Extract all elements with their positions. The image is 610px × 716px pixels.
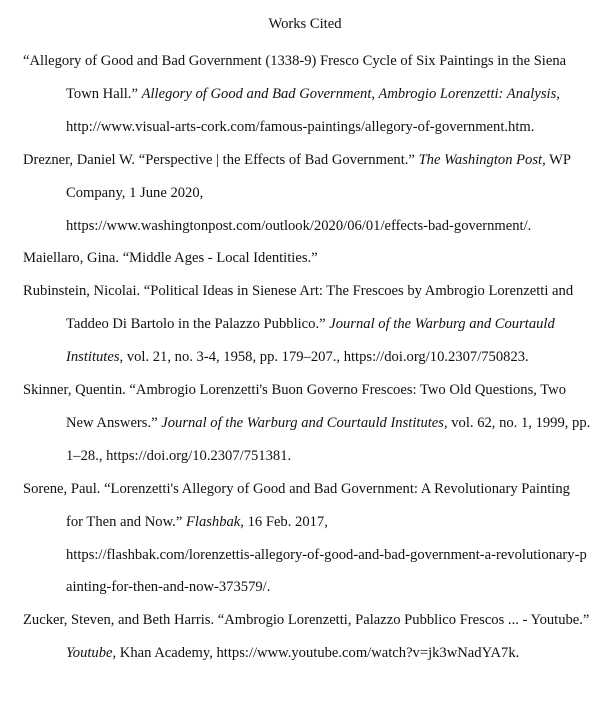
- citation-text: “Allegory of Good and Bad Government (1338-9) Fresco Cycle of Six Paintings in the Siena: [23, 53, 567, 69]
- citation-line: [66, 183, 203, 203]
- citation-text: Maiellaro, Gina. “Middle Ages - Local Identities.”: [23, 250, 318, 267]
- citation-text: Rubinstein, Nicolai. “Political Ideas in Sienese Art: The Frescoes by Ambrogio Lorenzetti and: [23, 283, 574, 300]
- citation-text: New Answers.”: [66, 414, 162, 431]
- citation-text: https://www.washingtonpost.com/outlook/2020/06/01/effects-bad-government/.: [66, 217, 532, 234]
- citation-text: , WP: [542, 151, 572, 168]
- citation-line: [23, 380, 566, 400]
- citation-text: Sorene, Paul. “Lorenzetti's Allegory of Good and Bad Government: A Revolutionary Painting: [23, 480, 570, 497]
- citation-line: [66, 117, 534, 137]
- citation-text: 1–28., https://doi.org/10.2307/751381.: [66, 447, 292, 464]
- citation-text: Skinner, Quentin. “Ambrogio Lorenzetti's Buon Governo Frescoes: Two Old Questions, Two: [23, 382, 567, 398]
- citation-container-title: Youtube: [66, 645, 113, 662]
- citation-text: ainting-for-then-and-now-373579/.: [66, 579, 271, 596]
- citation-line: [23, 248, 318, 268]
- citation-line: [23, 281, 573, 301]
- citation-text: Taddeo Di Bartolo in the Palazzo Pubblico.”: [66, 316, 330, 333]
- citation-text: for Then and Now.”: [66, 513, 186, 530]
- citation-line: [66, 216, 531, 236]
- citation-line: [66, 347, 529, 367]
- citation-container-title: Journal of the Warburg and Courtauld Institutes: [161, 414, 444, 431]
- citation-line: [23, 610, 589, 630]
- citation-line: [66, 643, 519, 663]
- citation-line: [66, 446, 291, 466]
- citation-container-title: The Washington Post: [418, 151, 543, 168]
- citation-text: http://www.visual-arts-cork.com/famous-paintings/allegory-of-government.htm.: [66, 118, 535, 135]
- citation-text: , 16 Feb. 2017,: [240, 513, 328, 530]
- citation-container-title: Journal of the Warburg and Courtauld: [329, 316, 555, 333]
- citation-text: , vol. 62, no. 1, 1999, pp.: [443, 414, 591, 431]
- citation-container-title: Institutes: [66, 349, 120, 366]
- citation-line: [66, 84, 560, 104]
- citation-line: [66, 577, 270, 597]
- citation-line: [66, 545, 587, 565]
- citation-text: , vol. 21, no. 3-4, 1958, pp. 179–207., https://doi.org/10.2307/750823.: [119, 349, 529, 366]
- citation-line: [66, 314, 555, 334]
- citation-text: Town Hall.”: [66, 85, 142, 102]
- citation-line: [66, 413, 590, 433]
- citation-text: Company, 1 June 2020,: [66, 184, 204, 201]
- page-title: Works Cited: [268, 16, 342, 32]
- citation-line: [66, 512, 328, 532]
- citation-text: , Khan Academy, https://www.youtube.com/watch?v=jk3wNadYA7k.: [112, 645, 520, 662]
- citation-text: Zucker, Steven, and Beth Harris. “Ambrogio Lorenzetti, Palazzo Pubblico Frescos ... - Youtube.”: [23, 612, 590, 629]
- citation-text: Drezner, Daniel W. “Perspective | the Effects of Bad Government.”: [23, 151, 419, 168]
- citation-container-title: Allegory of Good and Bad Government, Ambrogio Lorenzetti: Analysis: [141, 85, 557, 102]
- citation-line: [23, 479, 570, 499]
- citation-text: ,: [556, 85, 560, 102]
- citation-text: https://flashbak.com/lorenzettis-allegory-of-good-and-bad-government-a-revolutionary-p: [66, 546, 587, 563]
- citation-container-title: Flashbak: [185, 513, 241, 530]
- citation-line: [23, 51, 566, 71]
- citation-line: [23, 150, 571, 170]
